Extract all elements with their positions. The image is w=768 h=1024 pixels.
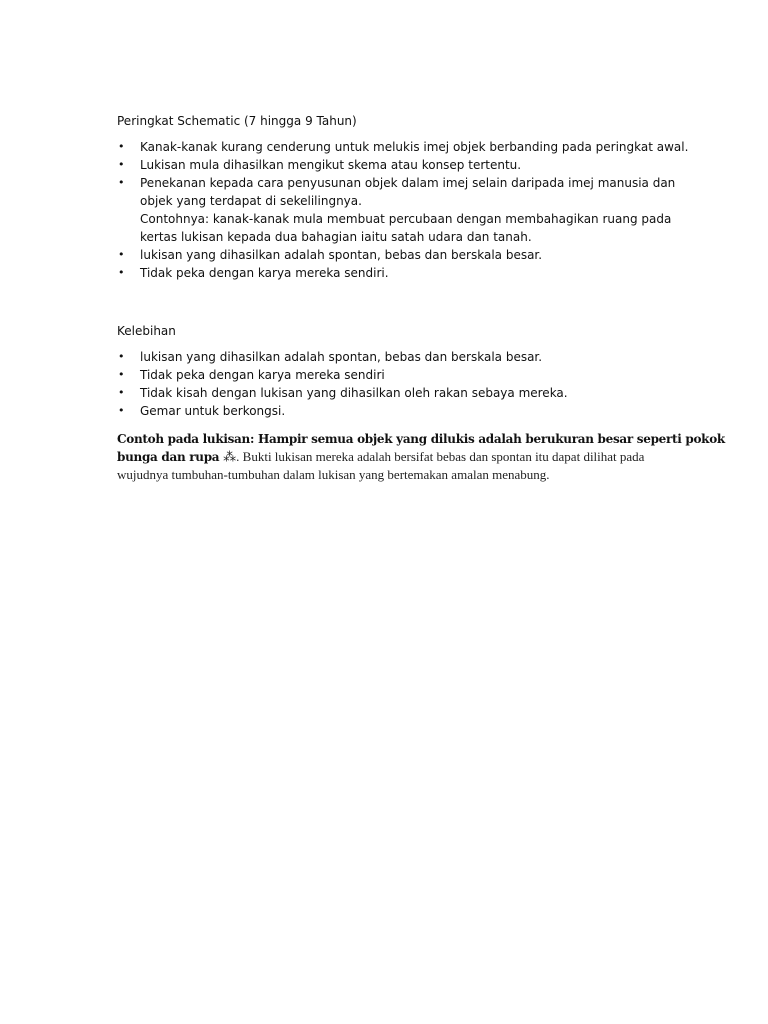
example-line-2-bold: bunga dan rupa — [117, 450, 224, 464]
example-line-2-rest: . Bukti lukisan mereka adalah bersifat bebas dan spontan itu dapat dilihat pada — [236, 449, 645, 464]
bullet-icon: • — [118, 248, 125, 261]
list-item-text: kertas lukisan kepada dua bahagian iaitu satah udara dan tanah. — [140, 230, 532, 244]
list-item-text: Penekanan kepada cara penyusunan objek dalam imej selain daripada imej manusia dan — [140, 176, 676, 190]
list-item-text: Contohnya: kanak-kanak mula membuat percubaan dengan membahagikan ruang pada — [140, 212, 672, 226]
list-item — [117, 138, 689, 156]
bullet-icon: • — [118, 350, 125, 363]
example-line-3: wujudnya tumbuhan-tumbuhan dalam lukisan yang bertemakan amalan menabung. — [117, 467, 550, 482]
list-item-text: lukisan yang dihasilkan adalah spontan, bebas dan berskala besar. — [140, 248, 543, 262]
list-item-text: Gemar untuk berkongsi. — [140, 404, 286, 418]
bullet-icon: • — [118, 266, 125, 279]
list-item-text: Kanak-kanak kurang cenderung untuk melukis imej objek berbanding pada peringkat awal. — [140, 140, 689, 154]
list-item-text: lukisan yang dihasilkan adalah spontan, bebas dan berskala besar. — [140, 350, 543, 364]
list-item-text: Tidak peka dengan karya mereka sendiri — [140, 368, 385, 382]
list-item — [117, 156, 677, 174]
example-glyph-icon: ⁂ — [223, 449, 237, 464]
bullet-icon: • — [118, 386, 125, 399]
document-content — [117, 112, 725, 484]
kelebihan-bullet-list — [117, 348, 677, 420]
example-line-2 — [117, 448, 677, 466]
section-heading-kelebihan: Kelebihan — [117, 324, 176, 338]
bullet-icon: • — [118, 368, 125, 381]
bullet-icon: • — [118, 176, 125, 189]
list-item-text: Lukisan mula dihasilkan mengikut skema atau konsep tertentu. — [140, 158, 522, 172]
section-heading-schematic: Peringkat Schematic (7 hingga 9 Tahun) — [117, 114, 357, 128]
list-item — [117, 174, 677, 246]
list-item-text: Tidak peka dengan karya mereka sendiri. — [140, 266, 389, 280]
bullet-icon: • — [118, 140, 125, 153]
list-item — [117, 264, 677, 282]
bullet-icon: • — [118, 158, 125, 171]
schematic-bullet-list — [117, 138, 689, 282]
example-paragraph — [117, 430, 725, 484]
list-item — [117, 348, 677, 366]
list-item — [117, 402, 677, 420]
example-line-1: Contoh pada lukisan: Hampir semua objek yang dilukis adalah berukuran besar seperti pokok — [117, 432, 725, 446]
list-item — [117, 384, 677, 402]
bullet-icon: • — [118, 404, 125, 417]
list-item — [117, 366, 677, 384]
list-item-text: objek yang terdapat di sekelilingnya. — [140, 194, 362, 208]
list-item — [117, 246, 677, 264]
list-item-text: Tidak kisah dengan lukisan yang dihasilkan oleh rakan sebaya mereka. — [140, 386, 568, 400]
